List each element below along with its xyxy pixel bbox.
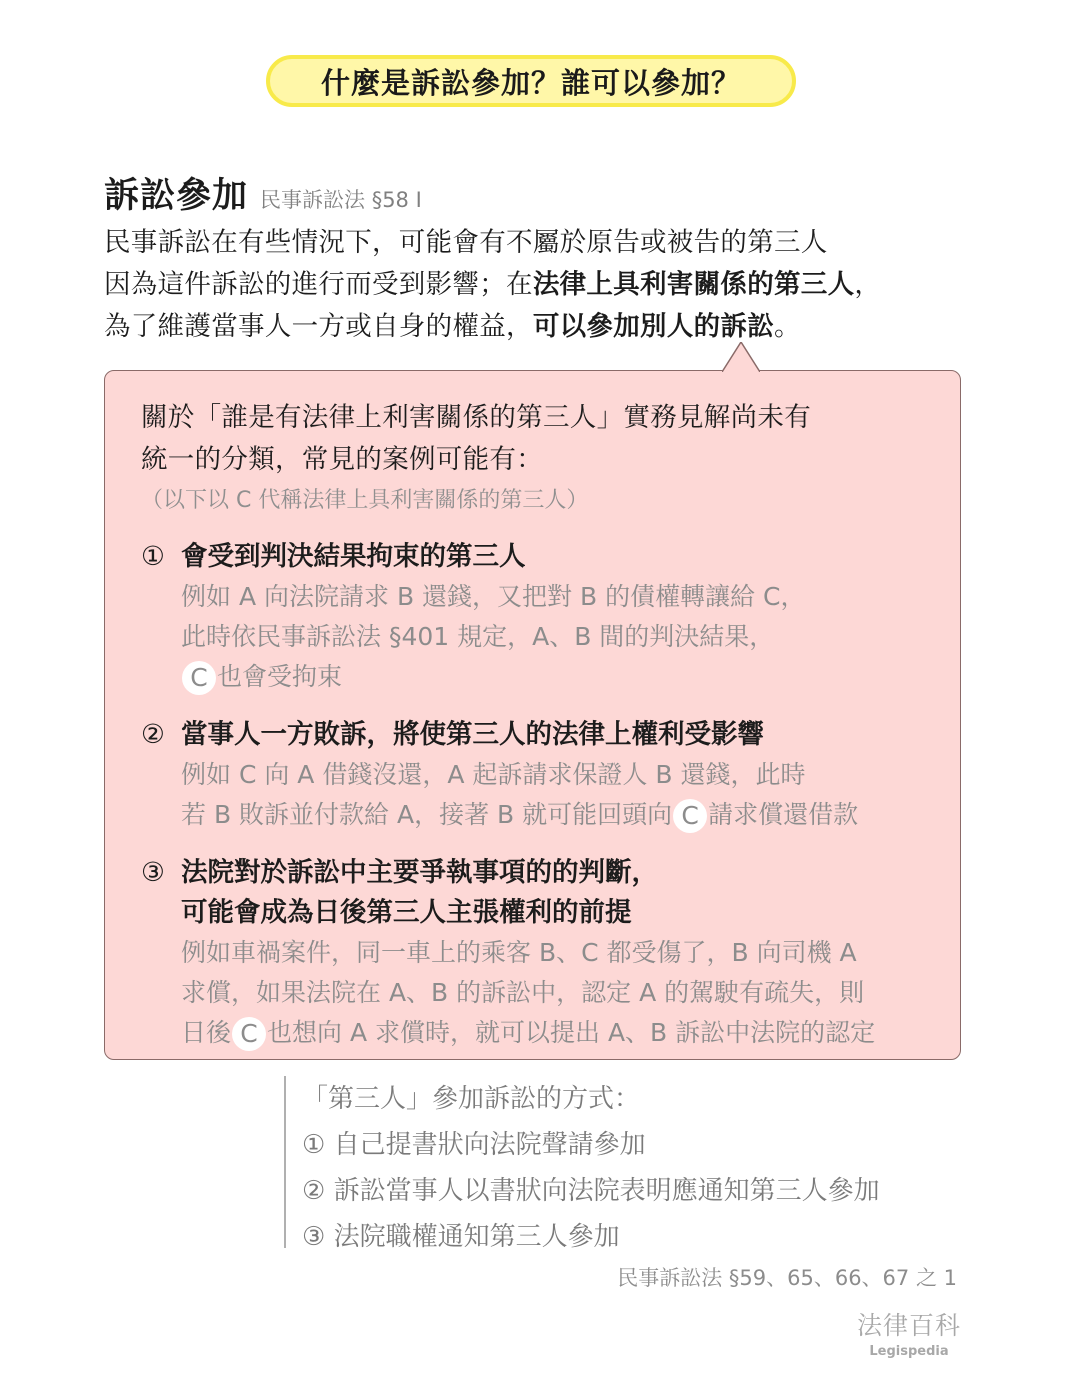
case-body: [181, 933, 940, 1053]
case-body-line: 例如 A 向法院請求 B 還錢，又把對 B 的債權轉讓給 C，: [181, 582, 806, 611]
intro-text: 為了維護當事人一方或自身的權益，: [104, 311, 533, 342]
intro-emphasis: 可以參加別人的訴訟: [532, 311, 775, 342]
page-title: 什麼是訴訟參加？誰可以參加？: [266, 55, 796, 107]
case-title-text: 當事人一方敗訴，將使第三人的法律上權利受影響: [181, 719, 764, 750]
case-title-line: 可能會成為日後第三人主張權利的前提: [181, 897, 632, 928]
case-body-line: 例如車禍案件，同一車上的乘客 B、C 都受傷了，B 向司機 A: [181, 938, 857, 967]
case-body-text: 也會受拘束: [217, 662, 343, 691]
intro-text: 。: [774, 311, 801, 342]
case-body-text: 若 B 敗訴並付款給 A，接著 B 就可能回頭向: [181, 800, 673, 829]
case-title-line: 法院對於訴訟中主要爭執事項的的判斷，: [181, 857, 658, 888]
intro-emphasis: 法律上具利害關係的第三人: [532, 269, 855, 300]
intro-line: [104, 306, 881, 348]
case-item-1: [141, 537, 940, 697]
case-body-line: [181, 795, 940, 835]
case-body-text: 日後: [181, 1018, 232, 1047]
logo-english: Legispedia: [869, 1344, 949, 1359]
case-body-text: 請求償還借款: [708, 800, 859, 829]
intro-paragraph: [104, 222, 881, 348]
party-c-marker: C: [232, 1017, 266, 1051]
method-item: ③ 法院職權通知第三人參加: [302, 1222, 620, 1252]
party-c-marker: C: [182, 661, 216, 695]
legispedia-logo: [857, 1306, 961, 1359]
case-title: [141, 853, 940, 933]
case-number: ③: [141, 857, 165, 888]
examples-content: [141, 397, 940, 1053]
case-body-line: 例如 C 向 A 借錢沒還，A 起訴請求保證人 B 還錢，此時: [181, 760, 806, 789]
intro-text: 因為這件訴訟的進行而受到影響；在: [104, 269, 533, 300]
case-item-3: [141, 853, 940, 1053]
section-heading: [104, 168, 422, 218]
method-item: ② 訴訟當事人以書狀向法院表明應通知第三人參加: [302, 1176, 880, 1206]
case-body: [181, 577, 940, 697]
section-heading-main: 訴訟參加: [104, 176, 249, 216]
intro-text: ，: [854, 269, 882, 300]
law-references: 民事訴訟法 §59、65、66、67 之 1: [617, 1266, 957, 1290]
methods-title: 「第三人」參加訴訟的方式：: [302, 1084, 641, 1114]
case-body-line: 求償，如果法院在 A、B 的訴訟中，認定 A 的駕駛有疏失，則: [181, 978, 865, 1007]
case-body-line: [181, 657, 940, 697]
callout-lead-line: 關於「誰是有法律上利害關係的第三人」實務見解尚未有: [141, 402, 811, 433]
case-body-line: [181, 1013, 940, 1053]
intro-text: 民事訴訟在有些情況下，可能會有不屬於原告或被告的第三人: [104, 227, 828, 258]
case-body-line: 此時依民事訴訟法 §401 規定，A、B 間的判決結果，: [181, 622, 775, 651]
intro-line: [104, 264, 881, 306]
case-item-2: [141, 715, 940, 835]
callout-note: （以下以 C 代稱法律上具利害關係的第三人）: [141, 488, 589, 513]
case-title: [141, 715, 940, 755]
case-number: ②: [141, 719, 165, 750]
callout-pointer-icon: [722, 342, 760, 374]
case-body-text: 也想向 A 求償時，就可以提出 A、B 訴訟中法院的認定: [267, 1018, 876, 1047]
case-body: [181, 755, 940, 835]
examples-callout-box: [104, 370, 961, 1060]
case-title-text: 會受到判決結果拘束的第三人: [181, 541, 526, 572]
section-heading-law-reference: 民事訴訟法 §58 I: [260, 188, 422, 212]
method-item: ① 自己提書狀向法院聲請參加: [302, 1130, 646, 1160]
case-title: [141, 537, 940, 577]
case-title-text: [181, 853, 658, 933]
participation-methods: [284, 1076, 880, 1252]
logo-chinese: 法律百科: [856, 1311, 961, 1340]
intro-line: [104, 222, 881, 264]
case-number: ①: [141, 541, 165, 572]
party-c-marker: C: [673, 799, 707, 833]
callout-lead-line: 統一的分類，常見的案例可能有：: [141, 444, 543, 475]
